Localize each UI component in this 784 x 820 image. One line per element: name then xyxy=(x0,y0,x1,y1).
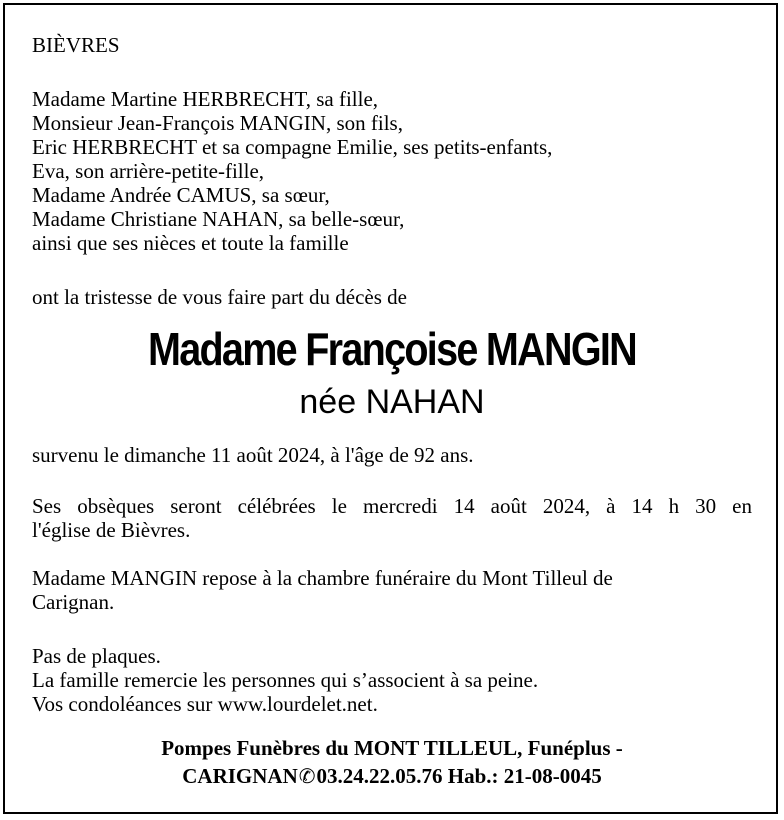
family-member: Monsieur Jean-François MANGIN, son fils, xyxy=(32,111,403,135)
funeral-info xyxy=(32,494,752,542)
place-name: BIÈVRES xyxy=(32,33,120,57)
family-member: Eric HERBRECHT et sa compagne Emilie, ses petits-enfants, xyxy=(32,135,553,159)
maiden-name: née NAHAN xyxy=(299,383,485,421)
notice-place xyxy=(32,33,120,57)
announcement xyxy=(32,285,407,309)
deceased-block xyxy=(0,318,784,424)
closing-line: Pas de plaques. xyxy=(32,644,161,668)
closing-line: Vos condoléances sur www.lourdelet.net. xyxy=(32,692,378,716)
deceased-name: Madame Françoise MANGIN xyxy=(147,323,637,375)
passing-info xyxy=(32,443,474,467)
family-member: Madame Andrée CAMUS, sa sœur, xyxy=(32,183,330,207)
family-member: ainsi que ses nièces et toute la famille xyxy=(32,231,349,255)
funeral-home-footer xyxy=(0,734,784,791)
phone-and-license: 03.24.22.05.76 Hab.: 21-08-0045 xyxy=(316,764,602,788)
family-member: Madame Martine HERBRECHT, sa fille, xyxy=(32,87,379,111)
family-list xyxy=(32,87,552,255)
funeral-home-name: Pompes Funèbres du MONT TILLEUL, Funéplus - xyxy=(161,736,623,760)
funeral-line: Ses obsèques seront célébrées le mercredi 14 août 2024, à 14 h 30 en xyxy=(32,494,752,518)
phone-icon: ✆ xyxy=(298,766,316,788)
announcement-text: ont la tristesse de vous faire part du décès de xyxy=(32,285,407,309)
rest-line: Madame MANGIN repose à la chambre funéraire du Mont Tilleul de xyxy=(32,566,613,590)
family-member: Madame Christiane NAHAN, sa belle-sœur, xyxy=(32,207,405,231)
family-member: Eva, son arrière-petite-fille, xyxy=(32,159,265,183)
funeral-line: l'église de Bièvres. xyxy=(32,518,191,542)
closing-line: La famille remercie les personnes qui s’associent à sa peine. xyxy=(32,668,539,692)
funeral-home-contact xyxy=(0,762,784,791)
rest-line: Carignan. xyxy=(32,590,115,614)
closing-notes xyxy=(32,644,538,716)
resting-place-info xyxy=(32,566,613,614)
passing-text: survenu le dimanche 11 août 2024, à l'âge de 92 ans. xyxy=(32,443,474,467)
funeral-home-city: CARIGNAN xyxy=(182,764,298,788)
